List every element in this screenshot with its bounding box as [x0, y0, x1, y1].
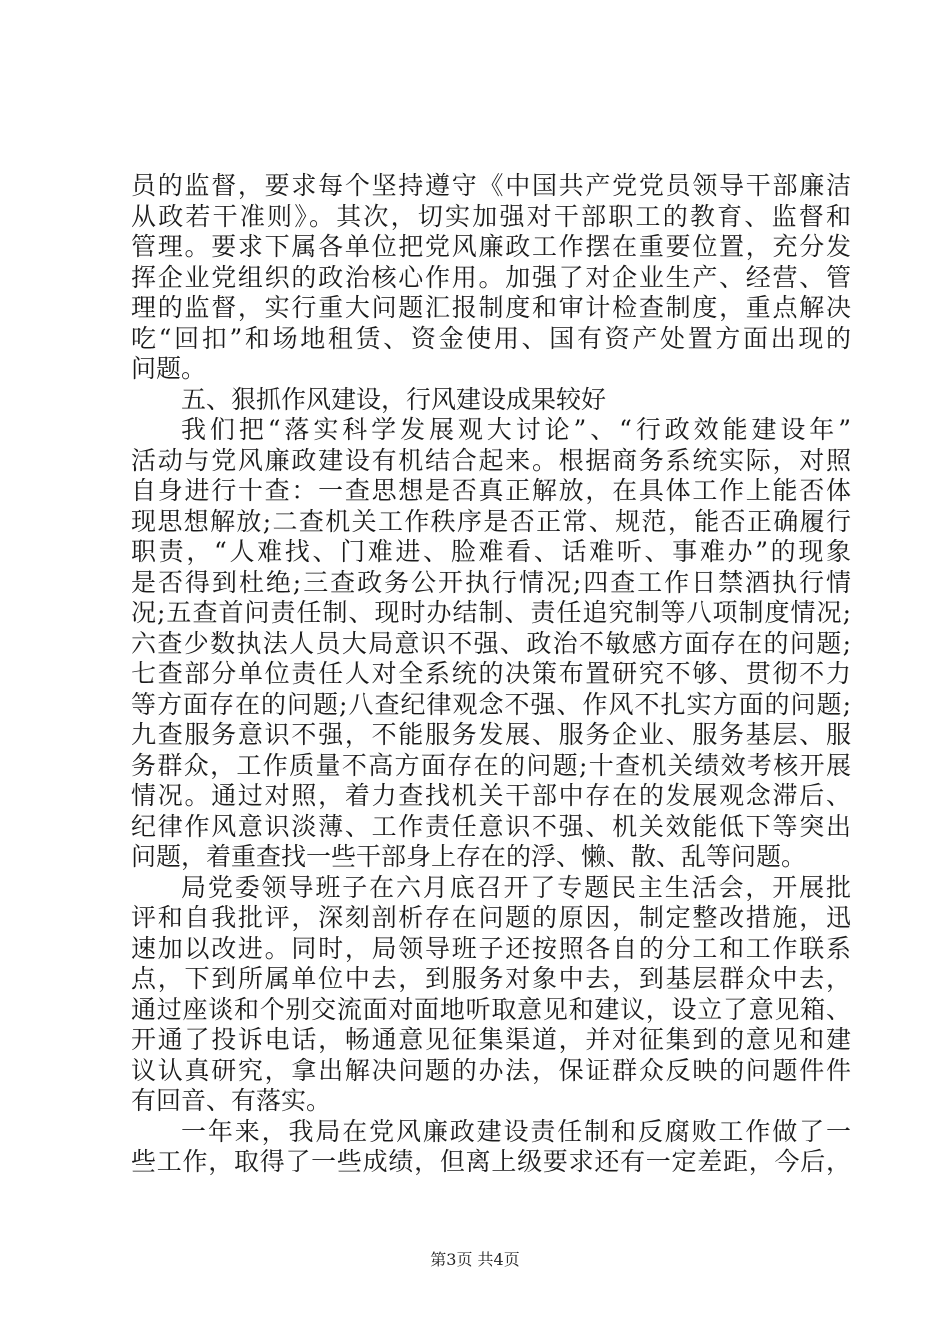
text-line: 挥企业党组织的政治核心作用。加强了对企业生产、经营、管 — [131, 262, 851, 292]
text-line: 问题。 — [131, 354, 207, 383]
text-line: 职责，“人难找、门难进、脸难看、话难听、事难办”的现象 — [131, 537, 851, 566]
text-line: 是否得到杜绝;三查政务公开执行情况;四查工作日禁酒执行情 — [131, 567, 851, 597]
text-line: 些工作，取得了一些成绩，但离上级要求还有一定差距，今后， — [131, 1147, 851, 1176]
text-line: 吃“回扣”和场地租赁、资金使用、国有资产处置方面出现的 — [131, 323, 851, 353]
text-line: 有回音、有落实。 — [131, 1086, 332, 1115]
text-line: 员的监督，要求每个坚持遵守《中国共产党党员领导干部廉洁 — [131, 171, 851, 200]
text-line: 自身进行十查：一查思想是否真正解放，在具体工作上能否体 — [131, 476, 851, 505]
text-line: 速加以改进。同时，局领导班子还按照各自的分工和工作联系 — [131, 933, 851, 963]
text-line: 现思想解放;二查机关工作秩序是否正常、规范，能否正确履行 — [131, 506, 851, 536]
document-body — [131, 171, 851, 1178]
text-line: 开通了投诉电话，畅通意见征集渠道，并对征集到的意见和建 — [131, 1025, 851, 1054]
paragraph-first-line: 一年来，我局在党风廉政建设责任制和反腐败工作做了一 — [181, 1116, 851, 1146]
text-line: 评和自我批评，深刻剖析存在问题的原因，制定整改措施，迅 — [131, 903, 851, 932]
text-line: 情况。通过对照，着力查找机关干部中存在的发展观念滞后、 — [131, 781, 851, 810]
text-line: 九查服务意识不强，不能服务发展、服务企业、服务基层、服 — [131, 720, 851, 749]
paragraph-first-line: 五、狠抓作风建设，行风建设成果较好 — [181, 384, 607, 414]
text-line: 纪律作风意识淡薄、工作责任意识不强、机关效能低下等突出 — [131, 811, 851, 841]
text-line: 理的监督，实行重大问题汇报制度和审计检查制度，重点解决 — [131, 293, 851, 322]
text-line: 七查部分单位责任人对全系统的决策布置研究不够、贯彻不力 — [131, 659, 851, 688]
text-line: 问题，着重查找一些干部身上存在的浮、懒、散、乱等问题。 — [131, 842, 807, 871]
text-line: 通过座谈和个别交流面对面地听取意见和建议，设立了意见箱、 — [131, 994, 851, 1024]
text-line: 议认真研究，拿出解决问题的办法，保证群众反映的问题件件 — [131, 1055, 851, 1085]
paragraph-first-line: 我们把“落实科学发展观大讨论”、“行政效能建设年” — [181, 415, 851, 444]
page-footer: 第3页 共4页 — [430, 1250, 520, 1269]
text-line: 管理。要求下属各单位把党风廉政工作摆在重要位置，充分发 — [131, 232, 851, 261]
text-line: 等方面存在的问题;八查纪律观念不强、作风不扎实方面的问题; — [131, 689, 851, 719]
text-line: 六查少数执法人员大局意识不强、政治不敏感方面存在的问题; — [131, 628, 851, 658]
text-line: 点，下到所属单位中去，到服务对象中去，到基层群众中去， — [131, 964, 851, 993]
text-line: 况;五查首问责任制、现时办结制、责任追究制等八项制度情况; — [131, 598, 851, 627]
paragraph-first-line: 局党委领导班子在六月底召开了专题民主生活会，开展批 — [181, 872, 851, 902]
text-line: 活动与党风廉政建设有机结合起来。根据商务系统实际，对照 — [131, 445, 851, 475]
text-line: 从政若干准则》。其次，切实加强对干部职工的教育、监督和 — [131, 201, 851, 231]
text-line: 务群众，工作质量不高方面存在的问题;十查机关绩效考核开展 — [131, 750, 851, 780]
